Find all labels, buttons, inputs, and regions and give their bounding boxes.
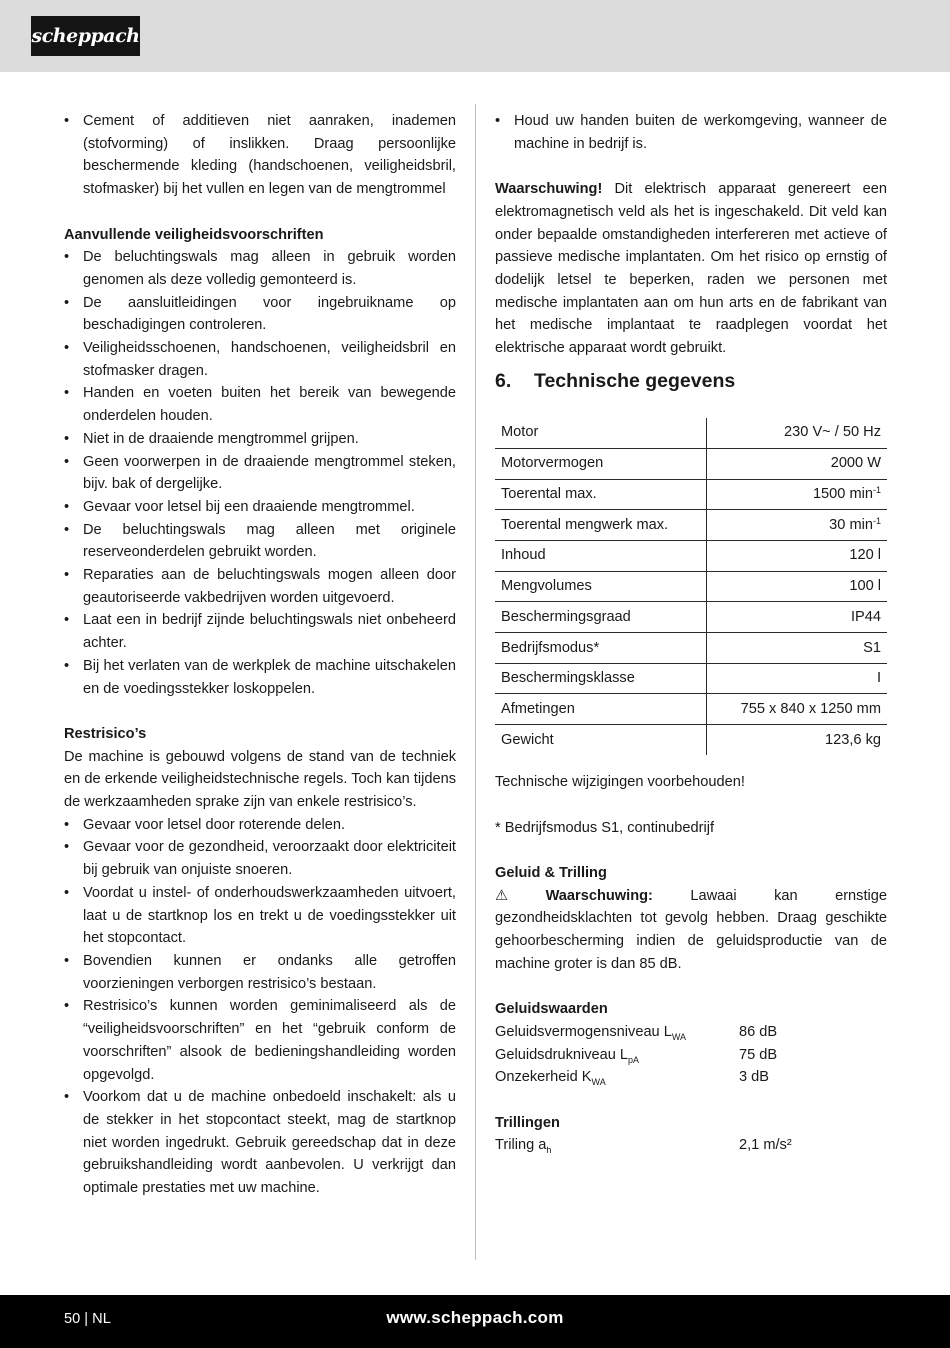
- table-row: [495, 663, 887, 694]
- spec-value: 755 x 840 x 1250 mm: [706, 694, 887, 725]
- sound-label-cell: [495, 1044, 739, 1067]
- sound-label: Geluidsvermogensniveau L: [495, 1023, 672, 1040]
- scheppach-logo: scheppach: [31, 16, 140, 56]
- table-row: [495, 571, 887, 602]
- risk-heading: Restrisico’s: [64, 725, 147, 742]
- safety-bullet-list: [64, 246, 456, 700]
- list-item: • Bovendien kunnen er ondanks alle getroffen voorzieningen verborgen restrisico’s bestaan.: [64, 950, 456, 995]
- spec-label: Motor: [495, 418, 706, 449]
- safety-heading: Aanvullende veiligheidsvoorschriften: [64, 226, 324, 243]
- spec-label: Beschermingsklasse: [495, 663, 706, 694]
- list-item: • Houd uw handen buiten de werkomgeving, wanneer de machine in bedrijf is.: [495, 110, 887, 155]
- noise-warning-label: Waarschuwing:: [545, 887, 653, 904]
- intro-bullet-list: [64, 110, 456, 201]
- sound-heading: Geluidswaarden: [495, 1001, 608, 1018]
- sound-label: Onzekerheid K: [495, 1069, 592, 1086]
- spec-value: 30 min: [829, 516, 873, 533]
- list-item: • Voorkom dat u de machine onbedoeld inschakelt: als u de stekker in het stopcontact steekt, mag de startknop niet worden ingedrukt. Gebruik gereedschap dat in deze gebruikshandleiding wordt aanbevolen. U verkrijgt dan optimale prestaties met uw machine.: [64, 1086, 456, 1200]
- spec-label: Motorvermogen: [495, 448, 706, 479]
- spec-value-exponent: -1: [872, 485, 881, 496]
- vibration-label-cell: [495, 1134, 739, 1157]
- spec-table: [495, 418, 887, 756]
- list-item: • Voordat u instel- of onderhoudswerkzaamheden uitvoert, laat u de startknop los en trekt u de voedingsstekker uit het stopcontact.: [64, 882, 456, 950]
- list-item: • Bij het verlaten van de werkplek de machine uitschakelen en de voedingsstekker loskoppelen.: [64, 655, 456, 700]
- page-header: [0, 0, 950, 72]
- noise-warning-text: Lawaai kan ernstige gezondheidsklachten tot gevolg hebben. Draag geschikte gehoorbescherming indien de geluidsproductie van de machine groter is dan 85 dB.: [495, 887, 888, 972]
- warning-triangle-icon: ⚠: [495, 887, 509, 904]
- table-row: [495, 510, 887, 541]
- list-item: • Reparaties aan de beluchtingswals mogen alleen door geautoriseerde vakbedrijven worden uitgevoerd.: [64, 564, 456, 609]
- page-footer: [0, 1295, 950, 1348]
- list-item: • Geen voorwerpen in de draaiende mengtrommel steken, bijv. bak of dergelijke.: [64, 451, 456, 496]
- section-title: [495, 368, 887, 394]
- sound-label: Geluidsdrukniveau L: [495, 1046, 629, 1063]
- sound-label-subscript: WA: [671, 1031, 687, 1042]
- list-item: • Gevaar voor de gezondheid, veroorzaakt door elektriciteit bij gebruik van onjuiste snoeren.: [64, 836, 456, 881]
- risk-bullet-list: [64, 814, 456, 1200]
- spec-value: I: [706, 663, 887, 694]
- column-divider: [475, 104, 476, 1260]
- list-item: • Gevaar voor letsel door roterende delen.: [64, 814, 456, 837]
- emf-warning: [495, 178, 887, 360]
- table-row: [495, 448, 887, 479]
- list-item: • Veiligheidsschoenen, handschoenen, veiligheidsbril en stofmasker dragen.: [64, 337, 456, 382]
- vibration-label: Triling a: [495, 1137, 547, 1154]
- vibration-heading: Trillingen: [495, 1114, 560, 1131]
- table-row: [495, 479, 887, 510]
- spec-value: 2000 W: [706, 448, 887, 479]
- spec-label: Gewicht: [495, 725, 706, 756]
- vibration-row: [495, 1134, 887, 1157]
- spec-value-cell: [706, 479, 887, 510]
- sound-row: [495, 1066, 887, 1089]
- spec-value: 1500 min: [812, 486, 873, 503]
- spec-value: 100 l: [706, 571, 887, 602]
- website-link[interactable]: www.scheppach.com: [386, 1308, 564, 1327]
- spec-value: S1: [706, 633, 887, 664]
- top-bullet-list: [495, 110, 887, 155]
- sound-label-cell: [495, 1021, 739, 1044]
- list-item: • De aansluitleidingen voor ingebruikname op beschadigingen controleren.: [64, 292, 456, 337]
- left-column: [64, 110, 456, 1200]
- spec-value-exponent: -1: [872, 515, 881, 526]
- sound-label-cell: [495, 1066, 739, 1089]
- spec-label: Afmetingen: [495, 694, 706, 725]
- sound-label-subscript: WA: [591, 1077, 606, 1088]
- warning-text: Dit elektrisch apparaat genereert een elektromagnetisch veld als het is ingeschakeld. Dit veld kan onder bepaalde omstandigheden interfereren met actieve of passieve medische implantaten. Om het risico op ernstig of dodelijk letsel te beperken, raden we personen met medische implantaten aan om hun arts en de fabrikant van het medische implantaat te raadplegen voordat het elektrische apparaat wordt gebruikt.: [495, 181, 887, 357]
- table-row: [495, 633, 887, 664]
- page-number: 50: [64, 1311, 81, 1327]
- list-item: • Restrisico’s kunnen worden geminimaliseerd als de “veiligheidsvoorschriften” en het “gebruik conform de voorschriften” alsook de bedieningshandleiding worden opgevolgd.: [64, 995, 456, 1086]
- spec-label: Beschermingsgraad: [495, 602, 706, 633]
- list-item: • Cement of additieven niet aanraken, inademen (stofvorming) of inslikken. Draag persoonlijke beschermende kleding (handschoenen, veiligheidsbril, stofmasker) bij het vullen en legen van de mengtrommel: [64, 110, 456, 201]
- table-row: [495, 602, 887, 633]
- spec-label: Mengvolumes: [495, 571, 706, 602]
- sound-row: [495, 1044, 887, 1067]
- noise-heading: Geluid & Trilling: [495, 865, 607, 882]
- footer-language: NL: [92, 1311, 111, 1327]
- spec-value: 120 l: [706, 540, 887, 571]
- table-row: [495, 725, 887, 756]
- sound-value: 75 dB: [739, 1046, 778, 1063]
- sound-value: 86 dB: [739, 1023, 778, 1040]
- list-item: • Handen en voeten buiten het bereik van bewegende onderdelen houden.: [64, 382, 456, 427]
- vibration-label-subscript: h: [546, 1145, 552, 1156]
- list-item: • Niet in de draaiende mengtrommel grijpen.: [64, 428, 456, 451]
- mode-note: * Bedrijfsmodus S1, continubedrijf: [495, 819, 715, 836]
- spec-value: 123,6 kg: [825, 731, 881, 748]
- warning-label: Waarschuwing!: [495, 181, 603, 198]
- spec-label: Toerental max.: [495, 479, 706, 510]
- spec-value: IP44: [706, 602, 887, 633]
- spec-label: Inhoud: [495, 540, 706, 571]
- risk-intro: De machine is gebouwd volgens de stand van de techniek en de erkende veiligheidstechnische regels. Toch kan tijdens de werkzaamheden sprake zijn van enkele restrisico’s.: [64, 748, 456, 811]
- sound-value: 3 dB: [739, 1069, 770, 1086]
- table-row: [495, 694, 887, 725]
- table-row: [495, 418, 887, 449]
- list-item: • De beluchtingswals mag alleen met originele reserveonderdelen gebruikt worden.: [64, 519, 456, 564]
- vibration-value: 2,1 m/s²: [739, 1137, 792, 1154]
- sound-label-subscript: pA: [628, 1054, 640, 1065]
- noise-warning: [495, 885, 887, 976]
- spec-value-cell: [706, 510, 887, 541]
- spec-label: Bedrijfsmodus*: [495, 633, 706, 664]
- table-row: [495, 540, 887, 571]
- list-item: • Gevaar voor letsel bij een draaiende mengtrommel.: [64, 496, 456, 519]
- section-number: 6.: [495, 369, 512, 392]
- list-item: • Laat een in bedrijf zijnde beluchtingswals niet onbeheerd achter.: [64, 609, 456, 654]
- spec-label: Toerental mengwerk max.: [495, 510, 706, 541]
- section-title-text: Technische gegevens: [534, 369, 736, 392]
- spec-value: 230 V~ / 50 Hz: [706, 418, 887, 449]
- footer-separator: |: [84, 1311, 89, 1327]
- right-column: [495, 110, 887, 1157]
- list-item: • De beluchtingswals mag alleen in gebruik worden genomen als deze volledig gemonteerd is.: [64, 246, 456, 291]
- changes-note: Technische wijzigingen voorbehouden!: [495, 774, 745, 791]
- sound-row: [495, 1021, 887, 1044]
